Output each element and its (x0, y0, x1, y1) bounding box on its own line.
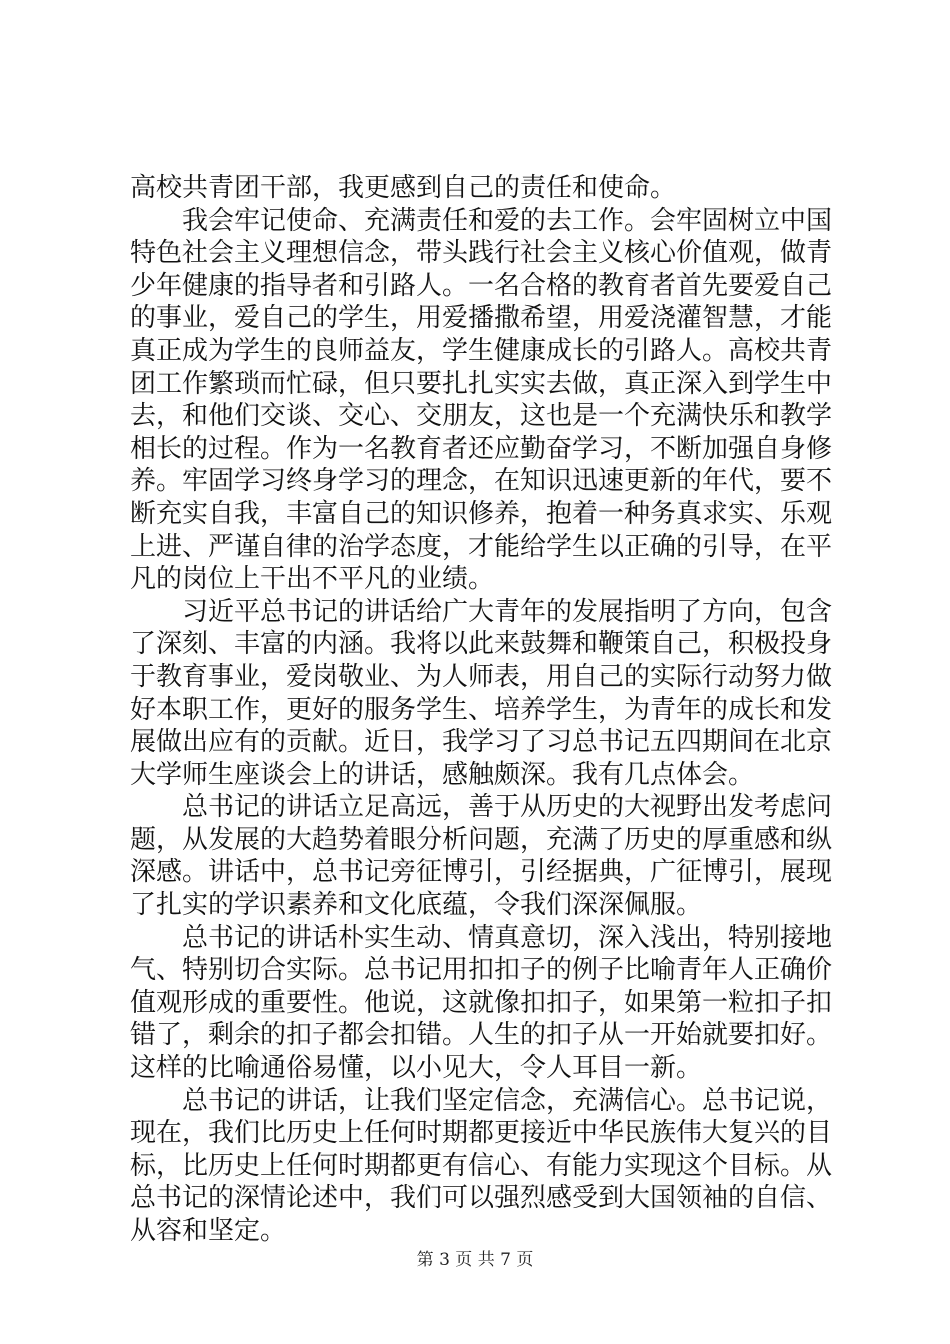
paragraph-button-metaphor: 总书记的讲话朴实生动、情真意切，深入浅出，特别接地气、特别切合实际。总书记用扣扣子的例子比喻青年人正确价值观形成的重要性。他说，这就像扣扣子，如果第一粒扣子扣错了，剩余的扣子都会扣错。人生的扣子从一开始就要扣好。这样的比喻通俗易懂，以小见大，令人耳目一新。 (130, 922, 833, 1084)
paragraph-mission: 我会牢记使命、充满责任和爱的去工作。会牢固树立中国特色社会主义理想信念，带头践行社会主义核心价值观，做青少年健康的指导者和引路人。一名合格的教育者首先要爱自己的事业，爱自己的学生，用爱播撒希望，用爱浇灌智慧，才能真正成为学生的良师益友，学生健康成长的引路人。高校共青团工作繁琐而忙碌，但只要扎扎实实去做，真正深入到学生中去，和他们交谈、交心、交朋友，这也是一个充满快乐和教学相长的过程。作为一名教育者还应勤奋学习，不断加强自身修养。牢固学习终身学习的理念，在知识迅速更新的年代，要不断充实自我，丰富自己的知识修养，抱着一种务真求实、乐观上进、严谨自律的治学态度，才能给学生以正确的引导，在平凡的岗位上干出不平凡的业绩。 (130, 205, 833, 595)
paragraph-continuation: 高校共青团干部，我更感到自己的责任和使命。 (130, 173, 677, 203)
paragraph-historical-vision: 总书记的讲话立足高远，善于从历史的大视野出发考虑问题，从发展的大趋势着眼分析问题，充满了历史的厚重感和纵深感。讲话中，总书记旁征博引，引经据典，广征博引，展现了扎实的学识素养和文化底蕴，令我们深深佩服。 (130, 792, 833, 921)
paragraph-speech-direction: 习近平总书记的讲话给广大青年的发展指明了方向，包含了深刻、丰富的内涵。我将以此来鼓舞和鞭策自己，积极投身于教育事业，爱岗敬业、为人师表，用自己的实际行动努力做好本职工作，更好的服务学生、培养学生，为青年的成长和发展做出应有的贡献。近日，我学习了习总书记五四期间在北京大学师生座谈会上的讲话，感触颇深。我有几点体会。 (130, 596, 833, 790)
paragraph-confidence: 总书记的讲话，让我们坚定信念，充满信心。总书记说，现在，我们比历史上任何时期都更接近中华民族伟大复兴的目标，比历史上任何时期都更有信心、有能力实现这个目标。从总书记的深情论述中，我们可以强烈感受到大国领袖的自信、从容和坚定。 (130, 1085, 833, 1246)
document-body (130, 172, 832, 1248)
page-number-footer: 第 3 页 共 7 页 (416, 1250, 534, 1270)
